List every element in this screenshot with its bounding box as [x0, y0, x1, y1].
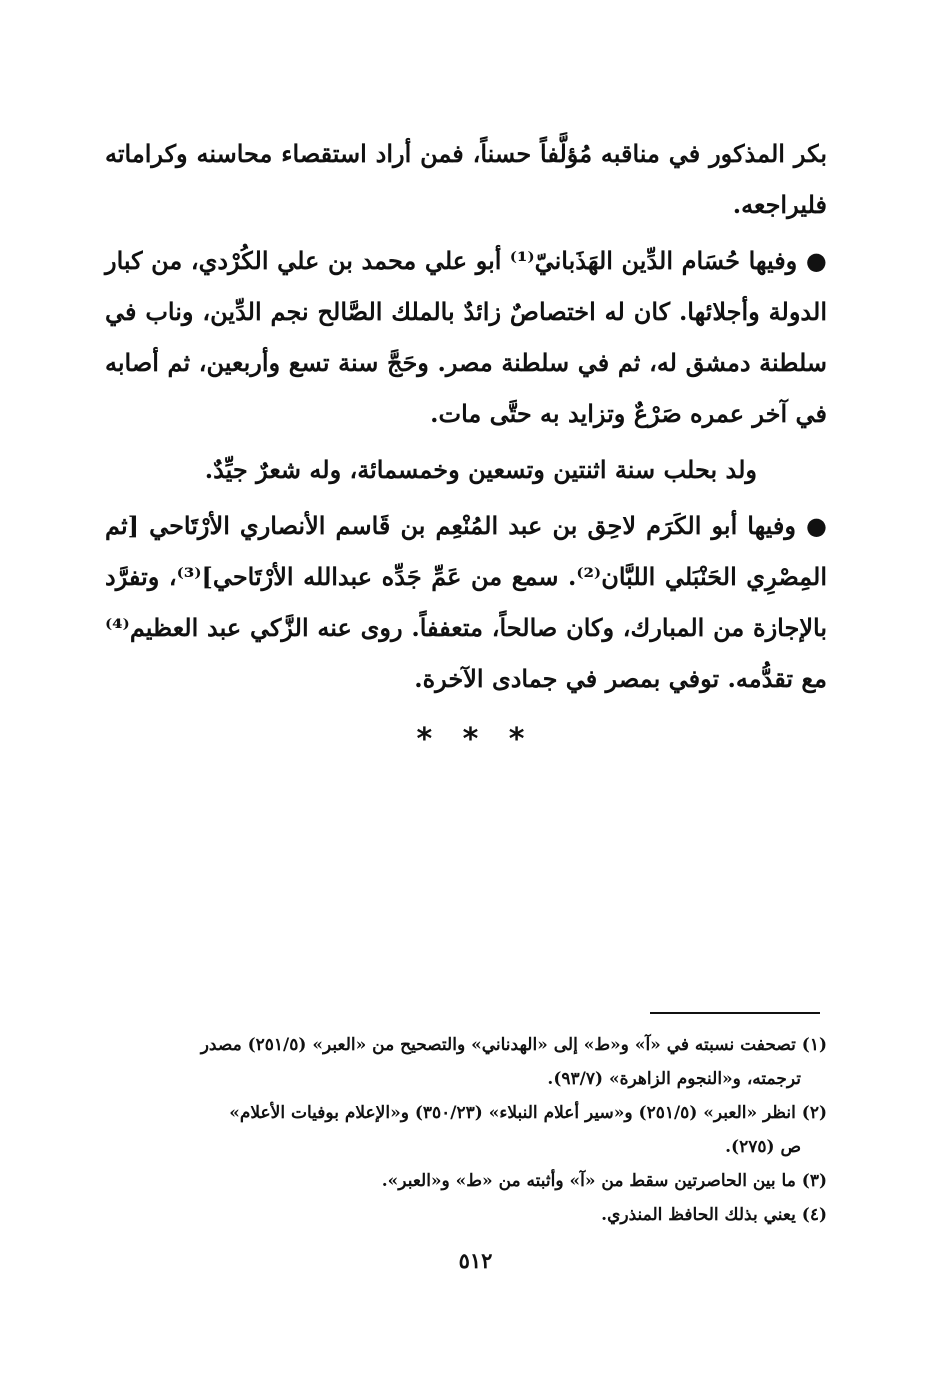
footnote-1-line-1: (١) تصحفت نسبته في «آ» و«ط» إلى «الهدناني» والتصحيح من «العبر» (٢٥١/٥) مصدر	[200, 1035, 827, 1055]
page-number: ٥١٢	[458, 1248, 493, 1273]
section-separator: * * *	[416, 722, 535, 757]
footnote-2	[105, 1096, 827, 1130]
footnote-3-line-1: (٣) ما بين الحاصرتين سقط من «آ» وأثبته من «ط» و«العبر».	[381, 1171, 827, 1191]
footnote-1-line-2: ترجمته، و«النجوم الزاهرة» (٩٣/٧).	[547, 1069, 801, 1089]
footnote-2-line-2: ص (٢٧٥).	[725, 1137, 801, 1157]
footnote-2-line-1: (٢) انظر «العبر» (٢٥١/٥) و«سير أعلام النبلاء» (٣٥٠/٢٣) و«الإعلام بوفيات الأعلام»	[229, 1103, 827, 1123]
main-text	[105, 128, 827, 704]
footnote-4	[105, 1198, 827, 1232]
footnote-3	[105, 1164, 827, 1198]
footnotes	[105, 1028, 827, 1232]
footnote-2-cont	[105, 1130, 827, 1164]
footnote-4-line-1: (٤) يعني بذلك الحافظ المنذري.	[601, 1205, 827, 1225]
paragraph-1: بكر المذكور في مناقبه مُؤلَّفاً حسناً، فمن أراد استقصاء محاسنه وكراماته فليراجعه.	[105, 139, 828, 219]
paragraph-3: ولد بحلب سنة اثنتين وتسعين وخمسمائة، وله شعرٌ جيِّدٌ.	[204, 455, 757, 484]
footnote-1	[105, 1028, 827, 1062]
paragraph-4: ● وفيها أبو الكَرَم لاحِق بن عبد المُنْعِم بن قَاسم الأنصاري الأرْتَاحي [ثم المِصْرِي الحَنْبَلي اللبَّان⁽²⁾. سمع من عَمِّ جَدِّه عبدالله الأرْتَاحي]⁽³⁾، وتفرَّد بالإجازة من المبارك، وكان صالحاً، متعففاً. روى عنه الزَّكي عبد العظيم⁽⁴⁾ مع تقدُّمه. توفي بمصر في جمادى الآخرة.	[105, 511, 827, 693]
footnote-1-cont	[105, 1062, 827, 1096]
footnote-rule	[650, 1012, 820, 1014]
paragraph-2: ● وفيها حُسَام الدِّين الهَذَبانيّ⁽¹⁾ أبو علي محمد بن علي الكُرْدي، من كبار الدولة وأجلائها. كان له اختصاصٌ زائدٌ بالملك الصَّالح نجم الدِّين، وناب في سلطنة دمشق له، ثم في سلطنة مصر. وحَجَّ سنة تسع وأربعين، ثم أصابه في آخر عمره صَرْعٌ وتزايد به حتَّى مات.	[105, 246, 828, 428]
